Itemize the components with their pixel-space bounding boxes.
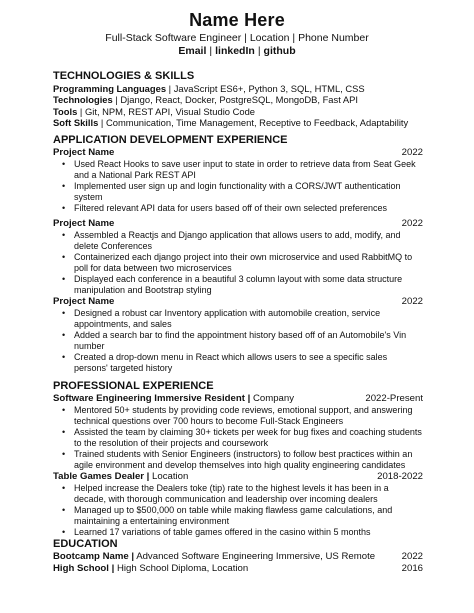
bullet-item: • Implemented user sign up and login functionality with a CORS/JWT authentication system <box>53 181 423 203</box>
skill-label: Programming Languages <box>53 83 167 94</box>
job-bullets <box>53 483 423 538</box>
project-header <box>53 296 423 308</box>
skill-value: Communication, Time Management, Receptive to Feedback, Adaptability <box>105 116 409 128</box>
skill-row: Tools | Git, NPM, REST API, Visual Studio Code <box>53 105 256 117</box>
bullet-item: • Assembled a Reactjs and Django application that allows users to add, modify, and delete Conferences <box>53 230 423 252</box>
project-name: Project Name <box>53 218 115 230</box>
skill-label: Soft Skills <box>53 116 99 128</box>
project-bullets <box>53 159 423 214</box>
candidate-subtitle: Full-Stack Software Engineer | Location | Phone Number <box>105 32 369 44</box>
contact-links <box>0 45 474 57</box>
school-detail: Advanced Software Engineering Immersive, US Remote <box>134 551 376 563</box>
skill-label: Tools <box>53 105 78 117</box>
job-bullets <box>53 405 423 471</box>
bullet-item: • Used React Hooks to save user input to state in order to retrieve data from Seat Geek and a National Park REST API <box>53 159 423 181</box>
bullet-item: • Filtered relevant API data for users based off of their own selected preferences <box>53 203 423 214</box>
separator: | <box>257 45 261 57</box>
project-bullets <box>53 308 423 374</box>
job-org: Location <box>149 471 189 483</box>
email-link[interactable]: Email <box>178 45 207 57</box>
project-header <box>53 218 423 230</box>
experience-section-title: PROFESSIONAL EXPERIENCE <box>53 380 214 393</box>
bullet-item: • Displayed each conference in a beautiful 3 column layout with some data structure manipulation and Bootstrap styling <box>53 274 423 296</box>
job-dates: 2018-2022 <box>377 471 423 483</box>
job-role: Software Engineering Immersive Resident | <box>53 393 251 405</box>
github-link[interactable]: github <box>263 45 296 57</box>
skill-value: JavaScript ES6+, Python 3, SQL, HTML, CSS <box>173 83 365 94</box>
job-header <box>53 393 423 405</box>
linkedin-link[interactable]: linkedIn <box>215 45 255 57</box>
skill-row: Soft Skills | Communication, Time Management, Receptive to Feedback, Adaptability <box>53 116 409 128</box>
separator: | <box>209 45 213 57</box>
job-dates: 2022-Present <box>365 393 423 405</box>
resume-body <box>53 70 423 575</box>
skill-row: Technologies | Django, React, Docker, PostgreSQL, MongoDB, Fast API <box>53 94 359 106</box>
skill-value: Django, React, Docker, PostgreSQL, MongoDB, Fast API <box>120 94 359 106</box>
skill-label: Technologies <box>53 94 113 106</box>
school-year: 2016 <box>401 563 423 575</box>
bullet-item: • Added a search bar to find the appointment history based off of an Automobile's Vin number <box>53 330 423 352</box>
project-year: 2022 <box>401 147 423 159</box>
bullet-item: • Mentored 50+ students by providing code reviews, emotional support, and answering technical questions over 700 hours to become Full-Stack Engineers <box>53 405 423 427</box>
skills-section-title: TECHNOLOGIES & SKILLS <box>53 70 195 82</box>
project-name: Project Name <box>53 296 115 308</box>
bullet-item: • Trained students with Senior Engineers (instructors) to follow best practices within an agile environment and develop themselves into high quality engineering candidates <box>53 449 423 471</box>
candidate-name: Name Here <box>189 10 285 30</box>
bullet-item: • Learned 17 variations of table games offered in the casino within 5 months <box>53 527 423 538</box>
bullet-item: • Containerized each django project into their own microservice and used RabbitMQ to poll for data between two microservices <box>53 252 423 274</box>
bullet-item: • Created a drop-down menu in React which allows users to see a specific sales persons' targeted history <box>53 352 423 374</box>
job-role: Table Games Dealer | <box>53 471 150 483</box>
school-detail: High School Diploma, Location <box>114 563 249 575</box>
education-row <box>53 551 423 563</box>
bullet-item: • Helped increase the Dealers toke (tip) rate to the highest levels it has been in a decade, with thorough communication and leadership over incoming dealers <box>53 483 423 505</box>
bullet-item: • Managed up to $500,000 on table while making flawless game calculations, and maintaining a entertaining environment <box>53 505 423 527</box>
education-row <box>53 563 423 575</box>
project-bullets <box>53 230 423 296</box>
skill-row: Programming Languages | JavaScript ES6+, Python 3, SQL, HTML, CSS <box>53 83 365 94</box>
school-name: High School | <box>53 563 115 575</box>
project-header <box>53 147 423 159</box>
job-header <box>53 471 423 483</box>
school-year: 2022 <box>401 551 423 563</box>
projects-section-title: APPLICATION DEVELOPMENT EXPERIENCE <box>53 134 288 147</box>
school-name: Bootcamp Name | <box>53 551 135 563</box>
project-name: Project Name <box>53 147 115 159</box>
project-year: 2022 <box>401 218 423 230</box>
bullet-item: • Assisted the team by claiming 30+ tickets per week for bug fixes and coaching students to the resolution of their projects and coursework <box>53 427 423 449</box>
project-year: 2022 <box>401 296 423 308</box>
bullet-item: • Designed a robust car Inventory application with automobile creation, service appointments, and sales <box>53 308 423 330</box>
job-org: Company <box>250 393 295 405</box>
education-section-title: EDUCATION <box>53 538 118 551</box>
skill-value: Git, NPM, REST API, Visual Studio Code <box>84 105 256 117</box>
